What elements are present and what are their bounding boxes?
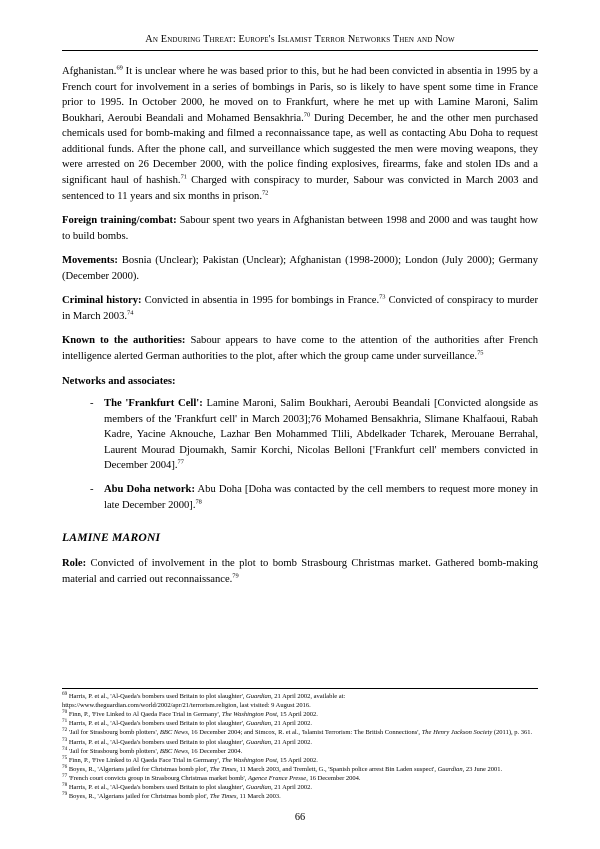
footnotes-block [62, 688, 538, 802]
field-value: Convicted of involvement in the plot to bomb Strasbourg Christmas market. Gathered bomb-making material and carried out reconnaissance.$^{79}$ [62, 558, 538, 585]
field-value: Sabour spent two years in Afghanistan between 1998 and 2000 and was taught how to build bombs. [62, 215, 538, 242]
field-known-authorities [62, 333, 538, 364]
field-foreign-training [62, 213, 538, 244]
network-label: Abu Doha network: [104, 483, 195, 495]
footnote-text: Finn, P., 'Five Linked to Al Qaeda Face Trial in Germany', The Washington Post, 15 April 2002. [68, 756, 318, 764]
footnote-number: 79 [62, 791, 68, 798]
list-item [90, 482, 538, 513]
footnote [62, 729, 538, 738]
field-criminal-history [62, 293, 538, 324]
footnote [62, 784, 538, 793]
footnote-number: 71 [62, 718, 68, 725]
footnote-number: 78 [62, 782, 68, 789]
paragraph-afghanistan [62, 64, 538, 204]
footnote [62, 720, 538, 729]
page-body [62, 64, 538, 596]
field-label: Foreign training/combat: [62, 215, 177, 227]
footnote [62, 763, 538, 775]
field-role [62, 556, 538, 587]
network-label: The 'Frankfurt Cell': [104, 398, 203, 410]
field-label: Known to the authorities: [62, 335, 186, 347]
footnote-text: 'French court convicts group in Strasbourg Christmas market bomb', Agence France Presse, 16 December 2004. [68, 775, 361, 783]
footnote-number: 72 [62, 727, 68, 734]
profile-title: LAMINE MARONI [62, 531, 161, 545]
field-label: Criminal history: [62, 295, 142, 307]
footnote-number: 76 [62, 763, 68, 770]
field-value: Convicted in absentia in 1995 for bombings in France.$^{73}$ Convicted of conspiracy to murder in March 2003.74 [62, 293, 538, 322]
field-value: Sabour appears to have come to the attention of the authorities after French intelligence alerted German authorities to the plot, after which the group came under surveillance.$^{75}$ [62, 335, 538, 362]
network-text: Abu Doha [Doha was contacted by the cell members to request more money in late December 2000].$^{78}$ [104, 483, 538, 511]
footnote-number: 70 [62, 708, 68, 715]
page-number: 66 [294, 812, 306, 823]
list-item [90, 396, 538, 474]
footnote [62, 754, 538, 766]
footnote-number: 73 [62, 736, 68, 743]
paragraph-text: Afghanistan.$^{69}$ It is unclear where he was based prior to this, but he had been convicted in absentia in 1995 by a French court for involvement in a series of bombings in Paris, so is likely to have spent some time in France prior to 1995. In October 2000, he moved on to Frankfurt, where he met up with Lamine Maroni, Salim Boukhari, Aeroubi Beandali and Mohamed Bensakhria.$^{70}$ During December, he and the other men purchased chemicals used for bomb-making and filmed a reconnaissance tape, as well as contacting Abu Doha to request additional funds. After the phone call, and surveillance which suggested the men were moving weapons, they were arrested on 26 December 2000, with the police finding explosives, firearms, fake and stolen IDs and a significant haul of hashish.$^{71}$ Charged with conspiracy to murder, Sabour was convicted in March 2003 and sentenced to 11 years and six months in prison.$^{72}$ [62, 64, 539, 202]
field-label: Role: [62, 558, 87, 570]
footnote-number: 69 [62, 690, 68, 697]
networks-list [62, 396, 538, 513]
footnote-text: Boyes, R., 'Algerians jailed for Christmas bomb plot', The Times, 11 March 2003. [68, 793, 281, 801]
footnote-number: 77 [62, 772, 68, 779]
footnote-text: Harris, P. et al., 'Al-Qaeda's bombers used Britain to plot slaughter', Guardian, 21 April 2002. [68, 720, 313, 728]
footnote [62, 745, 538, 757]
footnote-url: https://www.theguardian.com/world/2002/apr/21/terrorism.religion, last visited: 9 August 2016. [62, 701, 311, 709]
field-movements [62, 253, 538, 284]
footnote [62, 736, 538, 748]
page-header: An Enduring Threat: Europe's Islamist Terror Networks Then and Now [62, 34, 538, 51]
footnote [62, 690, 538, 702]
footnote-text: Harris, P. et al., 'Al-Qaeda's bombers used Britain to plot slaughter', Guardian, 21 April 2002. [68, 784, 313, 792]
content-spacer [62, 596, 538, 682]
footnote [62, 793, 538, 802]
footnote-number: 75 [62, 754, 68, 761]
footnote-text: Finn, P., 'Five Linked to Al Qaeda Face Trial in Germany', The Washington Post, 15 April 2002. [68, 711, 318, 719]
footnote [62, 708, 538, 720]
footnote-text: 'Jail for Strasbourg bomb plotters', BBC News, 16 December 2004; and Simcox, R. et al., 'Islamist Terrorism: The British Connections', The Henry Jackson Society (2011), p. 361. [68, 729, 533, 737]
footnote-number: 74 [62, 745, 68, 752]
field-value: Bosnia (Unclear); Pakistan (Unclear); Afghanistan (1998-2000); London (July 2000); Germany (December 2000). [62, 255, 538, 282]
footnote-text: 'Jail for Strasbourg bomb plotters', BBC News, 16 December 2004. [68, 747, 243, 755]
footnote-text: Boyes, R., 'Algerians jailed for Christmas bomb plot', The Times, 11 March 2003, and Tremlett, G., 'Spanish police arrest Bin Laden suspect', Guardian, 23 June 2001. [68, 765, 503, 773]
field-label: Movements: [62, 255, 118, 267]
network-text: Lamine Maroni, Salim Boukhari, Aeroubi Beandali [Convicted alongside as members of the 'Frankfurt cell' in March 2003];76 Mohamed Bensakhria, Slimane Khalfaoui, Rabah Kadre, Yacine Aknouche, Lazhar Ben Mohammed Tlili, Abdelkader Tcharek, Merouane Berrahal, Laurent Mourad Djoumakh, Samir Korchi, Nicolas Belloni ['Frankfurt cell' members convicted in December 2004].$^{77}$ [104, 398, 538, 472]
footnote-text: Harris, P. et al., 'Al-Qaeda's bombers used Britain to plot slaughter', Guardian, 21 April 2002. [68, 738, 313, 746]
networks-heading: Networks and associates: [62, 375, 176, 387]
footnote-text: Harris, P. et al., 'Al-Qaeda's bombers used Britain to plot slaughter', Guardian, 21 April 2002, available at: [68, 692, 346, 700]
footnote [62, 772, 538, 784]
page-bottom [62, 682, 538, 823]
